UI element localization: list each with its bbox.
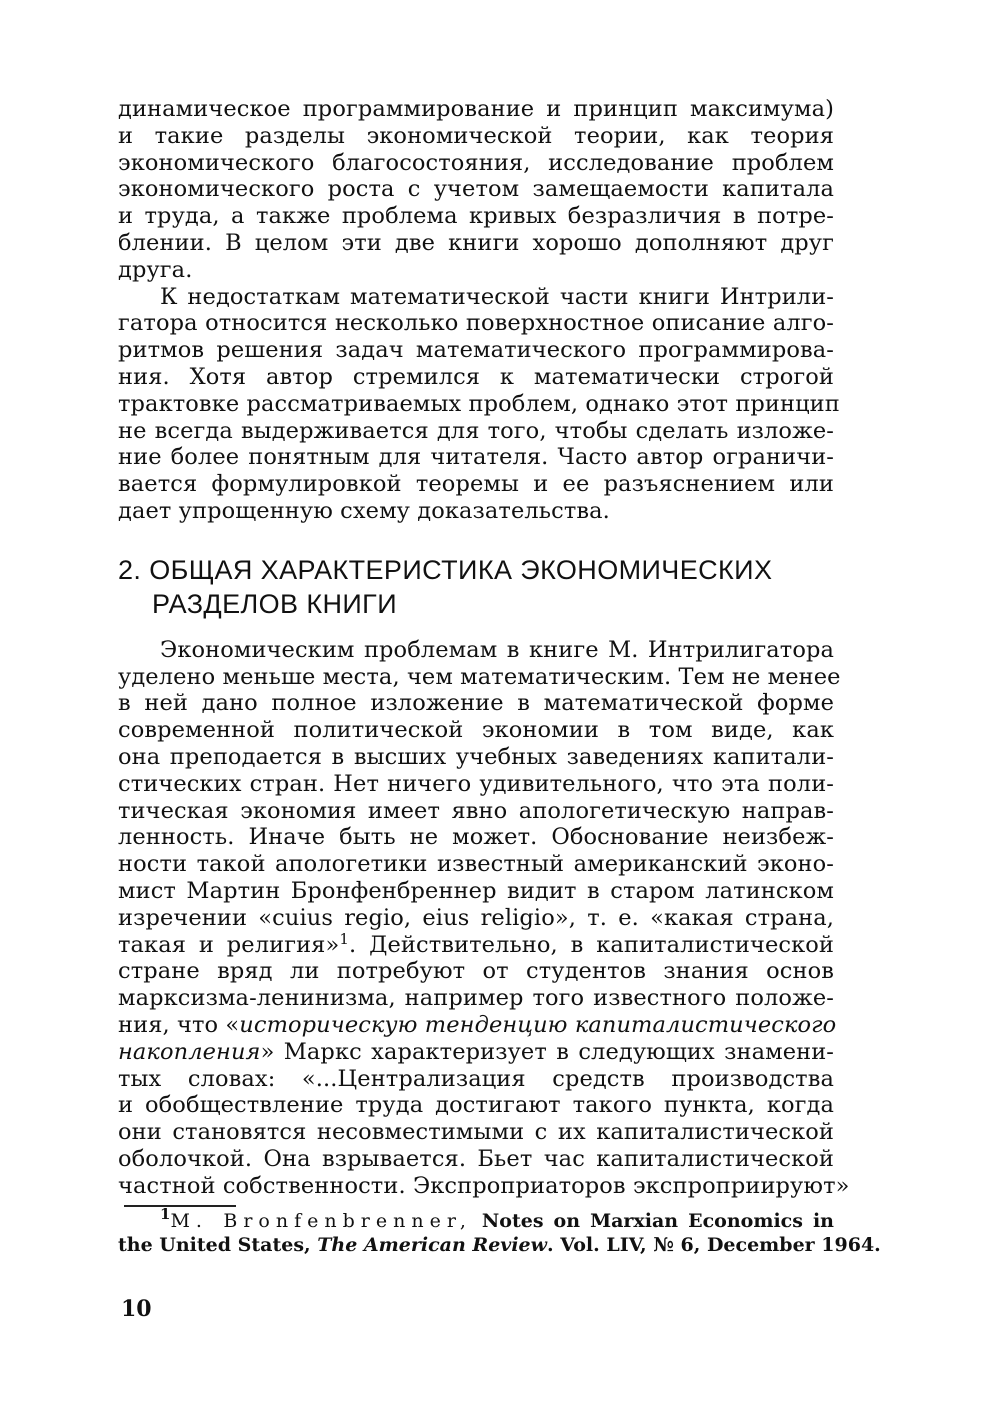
text-line: дает упрощенную схему доказательства. xyxy=(118,497,610,524)
footnote-reference[interactable]: 1 xyxy=(339,929,349,948)
footnote xyxy=(118,1205,881,1257)
page-number: 10 xyxy=(121,1296,152,1322)
paragraph-2 xyxy=(118,283,840,525)
text-line: тическая экономия имеет явно апологетическую направ- xyxy=(118,797,834,824)
footnote-text: the United States, xyxy=(118,1234,311,1257)
text-line: ности такой апологетики известный американский эконо- xyxy=(118,851,834,878)
text-line: трактовке рассматриваемых проблем, однако этот принцип xyxy=(118,390,840,417)
text-line: мист Мартин Бронфенбреннер видит в старом латинском xyxy=(118,877,834,904)
text-line: оболочкой. Она взрывается. Бьет час капиталистической xyxy=(118,1145,834,1172)
paragraph-1 xyxy=(118,96,834,284)
text-span: » Маркс характеризует в следующих знамени- xyxy=(260,1038,834,1065)
footnote-journal: The American Review xyxy=(317,1234,547,1257)
text-line: и такие разделы экономической теории, как теория xyxy=(118,122,834,149)
text-line: уделено меньше места, чем математическим. Тем не менее xyxy=(118,663,841,690)
text-line: ленность. Иначе быть не может. Обоснование неизбеж- xyxy=(118,824,834,851)
text-span: такая и религия» xyxy=(118,931,340,958)
footnote-text: . Vol. LIV, № 6, December 1964. xyxy=(547,1234,881,1257)
paragraph-3 xyxy=(118,636,850,1200)
text-line: они становятся несовместимыми с их капиталистической xyxy=(118,1119,834,1146)
text-line: экономического роста с учетом замещаемости капитала xyxy=(118,176,834,203)
text-line-with-footnote xyxy=(118,929,834,959)
text-line: экономического благосостояния, исследование проблем xyxy=(118,149,834,176)
text-line: друга. xyxy=(118,256,193,283)
text-line: блении. В целом эти две книги хорошо дополняют друг xyxy=(118,229,834,256)
italic-quote: накопления xyxy=(118,1038,261,1065)
text-line: в ней дано полное изложение в математической форме xyxy=(118,690,834,717)
footnote-line xyxy=(118,1205,834,1233)
footnote-author: M. Bronfenbrenner, xyxy=(170,1210,472,1233)
text-line: не всегда выдерживается для того, чтобы сделать изложе- xyxy=(118,417,834,444)
text-line: вается формулировкой теоремы и ее разъяснением или xyxy=(118,471,834,498)
italic-quote: историческую тенденцию капиталистического xyxy=(239,1011,837,1038)
text-span: ния, что « xyxy=(118,1011,240,1038)
section-heading-line-2: РАЗДЕЛОВ КНИГИ xyxy=(152,588,398,619)
page-body xyxy=(118,96,881,1257)
text-line: Экономическим проблемам в книге М. Интрилигатора xyxy=(160,636,834,663)
footnote-divider xyxy=(124,1205,236,1207)
text-line: тых словах: «...Централизация средств производства xyxy=(118,1065,834,1092)
footnote-line xyxy=(118,1233,881,1257)
text-line: гатора относится несколько поверхностное описание алго- xyxy=(118,310,834,337)
section-heading xyxy=(118,553,834,621)
text-line: К недостаткам математической части книги Интрили- xyxy=(160,283,834,310)
text-line: ние более понятным для читателя. Часто автор ограничи- xyxy=(118,444,834,471)
text-line: марксизма-ленинизма, например того известного положе- xyxy=(118,985,834,1012)
text-line xyxy=(118,1039,834,1066)
text-line xyxy=(118,1011,837,1039)
text-line: частной собственности. Экспроприаторов экспроприируют» xyxy=(118,1172,850,1199)
text-line: и труда, а также проблема кривых безразличия в потре- xyxy=(118,203,834,230)
text-span: . Действительно, в капиталистической xyxy=(349,931,834,958)
text-line: современной политической экономии в том виде, как xyxy=(118,717,834,744)
footnote-marker: 1 xyxy=(160,1205,171,1224)
text-line: и обобществление труда достигают такого пункта, когда xyxy=(118,1092,834,1119)
footnote-text: Notes on Marxian Economics in xyxy=(481,1210,834,1233)
text-line: стране вряд ли потребуют от студентов знания основ xyxy=(118,958,834,985)
text-line: ния. Хотя автор стремился к математически строгой xyxy=(118,363,834,390)
text-line: стических стран. Нет ничего удивительного, что эта поли- xyxy=(118,770,834,797)
text-line: она преподается в высших учебных заведениях капитали- xyxy=(118,743,834,770)
text-line: ритмов решения задач математического программирова- xyxy=(118,337,834,364)
text-line: изречении «cuius regio, eius religio», т. е. «какая страна, xyxy=(118,904,834,931)
text-line: динамическое программирование и принцип максимума) xyxy=(118,96,834,122)
section-heading-line-1: 2. ОБЩАЯ ХАРАКТЕРИСТИКА ЭКОНОМИЧЕСКИХ xyxy=(118,554,773,585)
